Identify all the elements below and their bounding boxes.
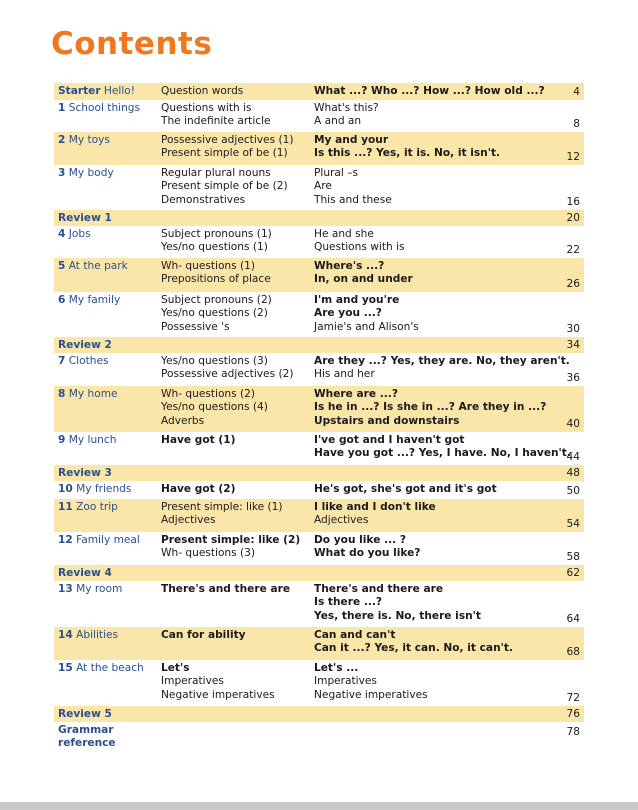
language-line: Upstairs and downstairs xyxy=(314,414,460,427)
grammar-line: Wh- questions (2) xyxy=(161,388,256,400)
review-row xyxy=(54,337,584,353)
grammar-line: Possessive 's xyxy=(161,320,230,333)
unit-title: My lunch xyxy=(68,434,117,446)
grammar-cell xyxy=(161,388,311,428)
grammar-line: Present simple: like (1) xyxy=(161,501,283,513)
page-number: 8 xyxy=(573,117,580,130)
unit-cell xyxy=(58,708,158,721)
grammar-cell xyxy=(161,583,311,596)
page-number: 68 xyxy=(566,645,580,658)
unit-cell xyxy=(58,212,158,225)
unit-title: My toys xyxy=(68,134,110,146)
grammar-cell xyxy=(161,102,311,129)
language-line: Have you got ...? Yes, I have. No, I haven't. xyxy=(314,447,571,460)
unit-row xyxy=(54,660,584,706)
page-number: 50 xyxy=(566,484,580,497)
language-line: Imperatives xyxy=(314,675,377,688)
language-line: In, on and under xyxy=(314,273,413,286)
grammar-cell xyxy=(161,629,311,642)
grammar-line: Wh- questions (1) xyxy=(161,260,256,272)
unit-cell xyxy=(58,534,158,547)
unit-title: Zoo trip xyxy=(76,501,118,513)
unit-row xyxy=(54,83,584,100)
grammar-cell xyxy=(161,294,311,334)
page-number: 16 xyxy=(566,195,580,208)
language-line: Jamie's and Alison's xyxy=(314,320,419,333)
language-line: Adjectives xyxy=(314,514,369,527)
page-number: 40 xyxy=(566,417,580,430)
page-number: 22 xyxy=(566,243,580,256)
grammar-cell xyxy=(161,228,311,255)
unit-title: My home xyxy=(68,388,118,400)
unit-number: 12 xyxy=(58,534,73,546)
grammar-line: Present simple of be (1) xyxy=(161,147,288,160)
language-line: He and she xyxy=(314,228,374,240)
language-cell xyxy=(314,294,569,334)
grammar-line: Imperatives xyxy=(161,675,224,688)
language-cell xyxy=(314,662,569,702)
language-cell xyxy=(314,167,569,207)
unit-number: 4 xyxy=(58,228,66,240)
unit-number: 10 xyxy=(58,483,73,495)
grammar-cell xyxy=(161,534,311,561)
language-line: I've got and I haven't got xyxy=(314,434,465,446)
page-number: 36 xyxy=(566,371,580,384)
page-title: Contents xyxy=(51,26,213,62)
language-cell xyxy=(314,134,569,161)
grammar-line: There's and there are xyxy=(161,583,291,595)
page-number: 12 xyxy=(566,150,580,163)
contents-table xyxy=(54,83,584,750)
unit-row xyxy=(54,386,584,432)
language-line: What do you like? xyxy=(314,547,421,560)
unit-number: 2 xyxy=(58,134,66,146)
grammar-cell xyxy=(161,434,311,447)
unit-title: Review 1 xyxy=(58,212,112,224)
unit-title: Jobs xyxy=(68,228,91,240)
unit-cell xyxy=(58,388,158,401)
grammar-line: Negative imperatives xyxy=(161,688,275,701)
page-number: 34 xyxy=(566,338,580,351)
page-number: 64 xyxy=(566,612,580,625)
unit-row xyxy=(54,258,584,292)
unit-number: 11 xyxy=(58,501,73,513)
grammar-cell xyxy=(161,167,311,207)
language-line: Can it ...? Yes, it can. No, it can't. xyxy=(314,642,513,655)
unit-cell xyxy=(58,294,158,307)
grammar-line: Adjectives xyxy=(161,514,216,527)
unit-row xyxy=(54,132,584,165)
page-number: 54 xyxy=(566,517,580,530)
language-line: Negative imperatives xyxy=(314,688,428,701)
unit-title: Review 2 xyxy=(58,339,112,351)
grammar-cell xyxy=(161,260,311,287)
grammar-cell xyxy=(161,501,311,528)
bottom-strip xyxy=(0,802,638,810)
review-row xyxy=(54,465,584,481)
language-line: Plural –s xyxy=(314,167,359,179)
unit-number: 1 xyxy=(58,102,66,114)
language-line: Can and can't xyxy=(314,629,396,641)
unit-number: 14 xyxy=(58,629,73,641)
language-line: Are they ...? Yes, they are. No, they aren't. xyxy=(314,355,570,367)
language-cell xyxy=(314,260,569,287)
unit-row xyxy=(54,532,584,565)
grammar-line: Subject pronouns (2) xyxy=(161,294,272,306)
language-line: My and your xyxy=(314,134,389,146)
unit-number: 6 xyxy=(58,294,66,306)
unit-row xyxy=(54,292,584,337)
unit-cell xyxy=(58,339,158,352)
grammar-line: Yes/no questions (1) xyxy=(161,241,268,254)
unit-row xyxy=(54,627,584,660)
language-cell xyxy=(314,355,569,382)
grammar-cell xyxy=(161,483,311,496)
language-line: Are xyxy=(314,180,332,193)
unit-cell xyxy=(58,629,158,642)
unit-title: My friends xyxy=(76,483,132,495)
unit-title: Review 3 xyxy=(58,467,112,479)
unit-number: Starter xyxy=(58,85,101,97)
language-cell xyxy=(314,388,569,428)
language-line: Do you like ... ? xyxy=(314,534,406,546)
language-line: A and an xyxy=(314,115,362,128)
language-line: Where's ...? xyxy=(314,260,385,272)
page-number: 44 xyxy=(566,450,580,463)
language-line: I'm and you're xyxy=(314,294,400,306)
grammar-line: Present simple: like (2) xyxy=(161,534,301,546)
unit-cell xyxy=(58,724,158,751)
language-line: I like and I don't like xyxy=(314,501,436,513)
grammar-line: Adverbs xyxy=(161,414,205,427)
unit-number: 9 xyxy=(58,434,66,446)
unit-title: At the park xyxy=(68,260,128,272)
language-cell xyxy=(314,85,569,98)
unit-number: 5 xyxy=(58,260,66,272)
unit-cell xyxy=(58,85,158,98)
language-cell xyxy=(314,501,569,528)
review-row xyxy=(54,565,584,581)
language-line: Is this ...? Yes, it is. No, it isn't. xyxy=(314,147,501,160)
grammar-line: Demonstratives xyxy=(161,193,246,206)
unit-cell xyxy=(58,501,158,514)
language-line: There's and there are xyxy=(314,583,444,595)
page-number: 78 xyxy=(566,725,580,738)
page-number: 76 xyxy=(566,707,580,720)
unit-title: Review 4 xyxy=(58,567,112,579)
grammar-line: Wh- questions (3) xyxy=(161,547,256,560)
unit-title: Family meal xyxy=(76,534,140,546)
unit-number: 3 xyxy=(58,167,66,179)
language-line: Questions with is xyxy=(314,241,405,254)
review-row xyxy=(54,210,584,226)
grammar-reference-row xyxy=(54,722,584,750)
grammar-line: Regular plural nouns xyxy=(161,167,271,179)
grammar-cell xyxy=(161,662,311,702)
language-line: What ...? Who ...? How ...? How old ...? xyxy=(314,85,545,97)
page-number: 26 xyxy=(566,277,580,290)
unit-number: 15 xyxy=(58,662,73,674)
review-row xyxy=(54,706,584,722)
unit-title: At the beach xyxy=(76,662,144,674)
grammar-line: Question words xyxy=(161,85,244,97)
unit-row xyxy=(54,481,584,499)
unit-row xyxy=(54,353,584,386)
unit-number: 13 xyxy=(58,583,73,595)
grammar-line: Possessive adjectives (2) xyxy=(161,368,294,381)
page-number: 48 xyxy=(566,466,580,479)
language-line: His and her xyxy=(314,368,375,381)
language-cell xyxy=(314,228,569,255)
language-line: Let's ... xyxy=(314,662,359,674)
unit-cell xyxy=(58,434,158,447)
unit-cell xyxy=(58,467,158,480)
grammar-line: Yes/no questions (3) xyxy=(161,355,268,367)
grammar-line: Present simple of be (2) xyxy=(161,180,288,193)
grammar-line: Prepositions of place xyxy=(161,273,271,286)
grammar-line: Have got (2) xyxy=(161,483,236,495)
unit-row xyxy=(54,432,584,465)
grammar-cell xyxy=(161,85,311,98)
grammar-line: Have got (1) xyxy=(161,434,236,446)
unit-cell xyxy=(58,483,158,496)
grammar-line: Yes/no questions (2) xyxy=(161,307,268,320)
language-line: Is he in ...? Is she in ...? Are they in ...? xyxy=(314,401,547,414)
unit-cell xyxy=(58,260,158,273)
language-cell xyxy=(314,629,569,656)
language-line: He's got, she's got and it's got xyxy=(314,483,497,495)
page-number: 62 xyxy=(566,566,580,579)
unit-title: Hello! xyxy=(103,85,136,97)
language-line: Are you ...? xyxy=(314,307,382,320)
page-number: 4 xyxy=(573,85,580,98)
unit-cell xyxy=(58,167,158,180)
unit-title: Abilities xyxy=(76,629,119,641)
grammar-line: Possessive adjectives (1) xyxy=(161,134,294,146)
unit-cell xyxy=(58,355,158,368)
grammar-line: Can for ability xyxy=(161,629,246,641)
unit-cell xyxy=(58,662,158,675)
language-line: What's this? xyxy=(314,102,379,114)
language-line: Where are ...? xyxy=(314,388,398,400)
unit-row xyxy=(54,226,584,258)
unit-row xyxy=(54,581,584,627)
unit-title: Review 5 xyxy=(58,708,112,720)
unit-title: Clothes xyxy=(68,355,109,367)
language-cell xyxy=(314,434,569,461)
unit-title: School things xyxy=(68,102,141,114)
unit-cell xyxy=(58,583,158,596)
unit-row xyxy=(54,100,584,132)
unit-row xyxy=(54,499,584,532)
page-number: 58 xyxy=(566,550,580,563)
grammar-line: Questions with is xyxy=(161,102,252,114)
unit-row xyxy=(54,165,584,210)
grammar-cell xyxy=(161,355,311,382)
page-number: 72 xyxy=(566,691,580,704)
unit-cell xyxy=(58,228,158,241)
language-line: Yes, there is. No, there isn't xyxy=(314,609,481,622)
language-line: This and these xyxy=(314,193,392,206)
grammar-cell xyxy=(161,134,311,161)
language-cell xyxy=(314,583,569,623)
language-cell xyxy=(314,534,569,561)
unit-title: Grammar reference xyxy=(58,724,116,750)
unit-number: 7 xyxy=(58,355,66,367)
page-number: 20 xyxy=(566,211,580,224)
language-cell xyxy=(314,102,569,129)
page-number: 30 xyxy=(566,322,580,335)
unit-number: 8 xyxy=(58,388,66,400)
language-cell xyxy=(314,483,569,496)
unit-cell xyxy=(58,567,158,580)
unit-title: My body xyxy=(68,167,114,179)
grammar-line: The indefinite article xyxy=(161,115,271,128)
unit-cell xyxy=(58,102,158,115)
unit-title: My room xyxy=(76,583,123,595)
grammar-line: Yes/no questions (4) xyxy=(161,401,268,414)
unit-title: My family xyxy=(68,294,121,306)
language-line: Is there ...? xyxy=(314,596,383,609)
grammar-line: Subject pronouns (1) xyxy=(161,228,272,240)
unit-cell xyxy=(58,134,158,147)
grammar-line: Let's xyxy=(161,662,190,674)
